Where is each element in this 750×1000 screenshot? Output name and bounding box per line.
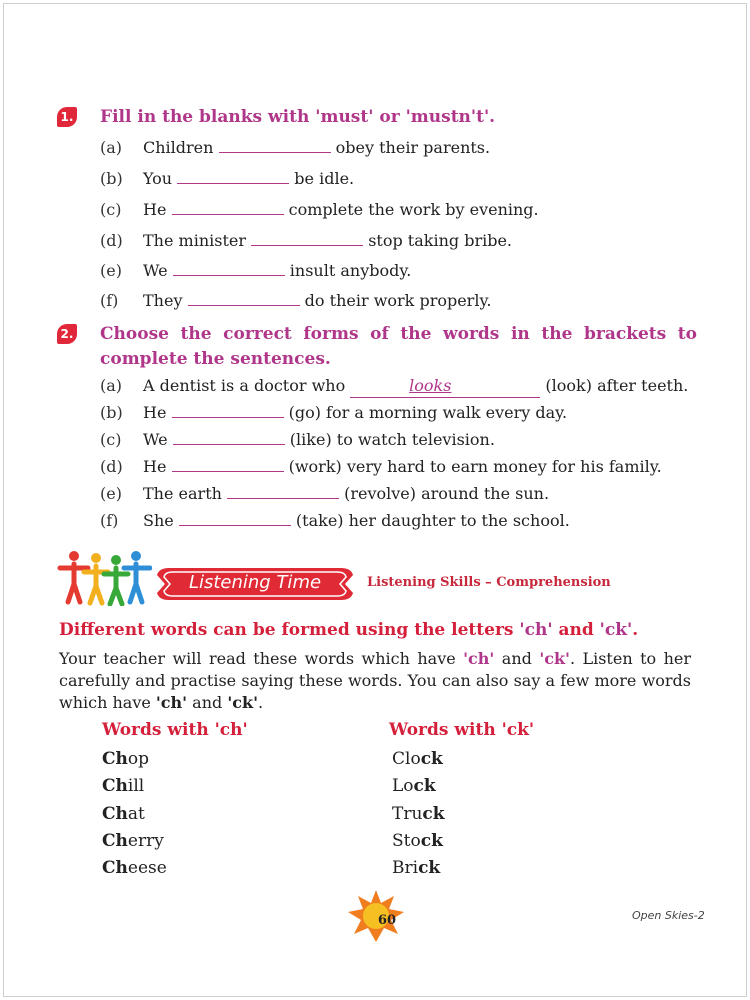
ch-word xyxy=(102,857,167,879)
q2-item-after: (look) after teeth. xyxy=(545,376,689,395)
q1-item-after: stop taking bribe. xyxy=(368,231,513,250)
q1-item-before: You xyxy=(143,169,173,188)
ch-word-rest: eese xyxy=(127,858,167,878)
question-2-heading xyxy=(57,322,697,346)
ch-word-rest: erry xyxy=(127,831,164,851)
q1-item-after: insult anybody. xyxy=(289,261,412,280)
ck-word xyxy=(392,803,445,825)
heading-ck: 'ck' xyxy=(599,620,633,640)
q1-item-before: We xyxy=(143,261,168,280)
q2-item-after: (like) to watch television. xyxy=(289,430,495,449)
answer-blank[interactable] xyxy=(188,291,300,306)
book-title: Open Skies-2 xyxy=(632,909,705,922)
q1-item-label: (c) xyxy=(100,200,122,219)
section-heading xyxy=(59,620,638,640)
ck-word-rest: Bri xyxy=(392,858,419,878)
ch-word-rest: at xyxy=(127,804,145,824)
ch-word xyxy=(102,775,144,797)
para-text: . xyxy=(257,693,264,712)
q1-item-a xyxy=(100,137,490,159)
q1-item-before: The minister xyxy=(143,231,246,250)
ch-word xyxy=(102,830,164,852)
q2-item-b xyxy=(100,402,567,424)
para-text: . Listen to her carefully and practise saying these words. You can also say a few more words which have xyxy=(59,649,692,712)
answer-blank[interactable] xyxy=(173,430,285,445)
q2-item-label: (c) xyxy=(100,430,122,449)
q1-item-label: (a) xyxy=(100,138,123,157)
q2-item-f xyxy=(100,510,570,532)
ch-word-rest: ill xyxy=(127,776,145,796)
para-ch: 'ch' xyxy=(463,649,495,668)
ck-word-rest: Lo xyxy=(392,776,414,796)
ck-word-rest: Tru xyxy=(392,804,423,824)
q1-item-before: Children xyxy=(143,138,214,157)
q2-item-e xyxy=(100,483,549,505)
ck-column-heading: Words with 'ck' xyxy=(389,720,535,740)
ck-word-bold: ck xyxy=(420,749,443,769)
answer-blank[interactable] xyxy=(172,403,284,418)
heading-ch: 'ch' xyxy=(519,620,553,640)
question-2-number: 2. xyxy=(57,324,77,344)
q2-item-before: He xyxy=(143,403,167,422)
q2-item-label: (d) xyxy=(100,457,123,476)
q1-item-label: (f) xyxy=(100,291,119,310)
answer-blank-filled[interactable] xyxy=(350,375,540,398)
question-1-title: Fill in the blanks with 'must' or 'mustn't'. xyxy=(100,107,496,127)
ck-word xyxy=(392,748,443,770)
q1-item-after: obey their parents. xyxy=(335,138,491,157)
answer-blank[interactable] xyxy=(219,138,331,153)
q1-item-b xyxy=(100,168,354,190)
answer-blank[interactable] xyxy=(173,261,285,276)
question-2-title-line2: complete the sentences. xyxy=(100,349,331,369)
para-ck: 'ck' xyxy=(227,693,258,712)
q2-item-d xyxy=(100,456,662,478)
ck-word xyxy=(392,857,440,879)
ch-word-bold: Ch xyxy=(102,804,128,824)
answer-blank[interactable] xyxy=(179,511,291,526)
q1-item-d xyxy=(100,230,512,252)
q1-item-f xyxy=(100,290,491,312)
ck-word-rest: Sto xyxy=(392,831,421,851)
ch-word xyxy=(102,803,145,825)
q2-item-label: (b) xyxy=(100,403,123,422)
listening-skills-label: Listening Skills – Comprehension xyxy=(367,575,611,590)
question-2-title-line1: Choose the correct forms of the words in the brackets to xyxy=(100,324,697,344)
question-2-heading-cont xyxy=(57,347,697,371)
para-text: Your teacher will read these words which have xyxy=(59,649,464,668)
ch-word-bold: Ch xyxy=(102,831,128,851)
ck-word-rest: Clo xyxy=(392,749,421,769)
q2-item-before: She xyxy=(143,511,174,530)
ch-word-bold: Ch xyxy=(102,749,128,769)
sample-answer: looks xyxy=(409,376,452,395)
q1-item-label: (b) xyxy=(100,169,123,188)
q2-item-before: A dentist is a doctor who xyxy=(143,376,346,395)
q1-item-after: be idle. xyxy=(294,169,355,188)
listening-time-label: Listening Time xyxy=(188,572,322,593)
q1-item-label: (e) xyxy=(100,261,122,280)
heading-text: Different words can be formed using the letters xyxy=(59,620,520,640)
q2-item-after: (go) for a morning walk every day. xyxy=(288,403,568,422)
question-1-heading xyxy=(57,105,697,129)
q2-item-after: (revolve) around the sun. xyxy=(344,484,550,503)
ch-word xyxy=(102,748,149,770)
instruction-paragraph xyxy=(59,648,691,714)
ck-word xyxy=(392,830,443,852)
answer-blank[interactable] xyxy=(172,457,284,472)
para-text: and xyxy=(494,649,540,668)
heading-end: . xyxy=(632,620,639,640)
para-ck: 'ck' xyxy=(539,649,570,668)
ck-word xyxy=(392,775,436,797)
q1-item-c xyxy=(100,199,539,221)
q1-item-label: (d) xyxy=(100,231,123,250)
ck-word-bold: ck xyxy=(422,804,445,824)
q1-item-before: He xyxy=(143,200,167,219)
answer-blank[interactable] xyxy=(177,169,289,184)
q2-item-before: He xyxy=(143,457,167,476)
para-ch: 'ch' xyxy=(155,693,188,712)
page-number: 60 xyxy=(377,913,397,928)
q2-item-a xyxy=(100,375,688,398)
ck-word-bold: ck xyxy=(413,776,436,796)
q2-item-label: (f) xyxy=(100,511,119,530)
answer-blank[interactable] xyxy=(172,200,284,215)
para-text: and xyxy=(187,693,228,712)
q2-item-before: The earth xyxy=(143,484,222,503)
q1-item-before: They xyxy=(143,291,183,310)
q2-item-label: (a) xyxy=(100,376,123,395)
q1-item-after: complete the work by evening. xyxy=(288,200,539,219)
ch-word-bold: Ch xyxy=(102,776,128,796)
ch-column-heading: Words with 'ch' xyxy=(102,720,248,740)
q1-item-after: do their work properly. xyxy=(304,291,492,310)
answer-blank[interactable] xyxy=(251,231,363,246)
q2-item-c xyxy=(100,429,495,451)
q2-item-after: (take) her daughter to the school. xyxy=(295,511,570,530)
q2-item-after: (work) very hard to earn money for his family. xyxy=(288,457,662,476)
ch-word-rest: op xyxy=(127,749,150,769)
heading-and: and xyxy=(552,620,600,640)
ck-word-bold: ck xyxy=(418,858,441,878)
q2-item-label: (e) xyxy=(100,484,122,503)
ck-word-bold: ck xyxy=(420,831,443,851)
children-figures-icon xyxy=(56,548,152,606)
question-1-number: 1. xyxy=(57,107,77,127)
answer-blank[interactable] xyxy=(227,484,339,499)
q1-item-e xyxy=(100,260,411,282)
ch-word-bold: Ch xyxy=(102,858,128,878)
q2-item-before: We xyxy=(143,430,168,449)
